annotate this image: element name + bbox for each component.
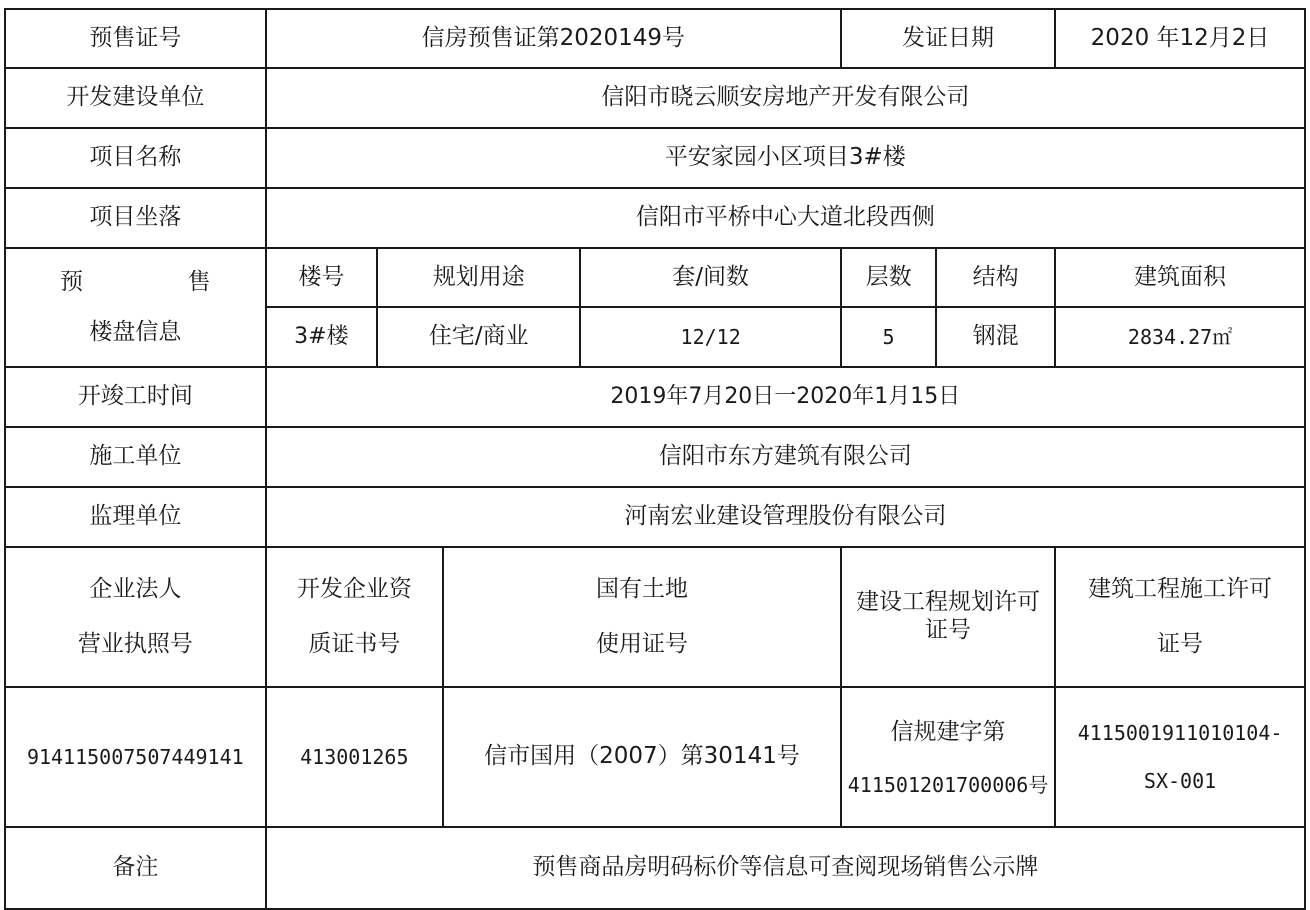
remarks-value: 预售商品房明码标价等信息可查阅现场销售公示牌	[266, 827, 1305, 909]
header-land-use-cert-line2: 使用证号	[595, 631, 688, 657]
contractor-value: 信阳市东方建筑有限公司	[266, 427, 1305, 487]
value-land-use-cert: 信市国用（2007）第30141号	[443, 687, 841, 827]
location-label: 项目坐落	[5, 188, 266, 248]
row-license-values	[5, 687, 1305, 827]
presale-info-label	[5, 248, 266, 367]
header-business-license-line1: 企业法人	[89, 575, 182, 602]
header-qualification-cert-line1: 开发企业资	[296, 575, 412, 602]
presale-label-part2: 售	[187, 268, 211, 295]
header-planned-use: 规划用途	[377, 248, 580, 307]
value-construction-permit-line1: 4115001911010104-	[1077, 721, 1283, 745]
remarks-label: 备注	[5, 827, 266, 909]
value-floor-area: 2834.27㎡	[1055, 307, 1305, 367]
presale-info-table	[4, 8, 1306, 910]
row-contractor	[5, 427, 1305, 487]
row-location	[5, 188, 1305, 248]
value-planning-permit-line2: 411501201700006号	[847, 772, 1049, 797]
value-planning-permit	[841, 687, 1055, 827]
row-certificate	[5, 9, 1305, 68]
presale-certificate-sheet	[4, 8, 1306, 908]
supervisor-value: 河南宏业建设管理股份有限公司	[266, 487, 1305, 547]
value-unit-count: 12/12	[580, 307, 841, 367]
header-floors: 层数	[841, 248, 936, 307]
project-name-value: 平安家园小区项目3#楼	[266, 128, 1305, 188]
construction-period-value: 2019年7月20日一2020年1月15日	[266, 367, 1305, 427]
header-business-license-line2: 营业执照号	[77, 631, 193, 657]
construction-period-label: 开竣工时间	[5, 367, 266, 427]
location-value: 信阳市平桥中心大道北段西侧	[266, 188, 1305, 248]
row-developer	[5, 68, 1305, 128]
cert-number-label: 预售证号	[5, 9, 266, 68]
header-unit-count: 套/间数	[580, 248, 841, 307]
project-name-label: 项目名称	[5, 128, 266, 188]
header-planning-permit: 建设工程规划许可证号	[841, 547, 1055, 687]
header-structure: 结构	[936, 248, 1055, 307]
contractor-label: 施工单位	[5, 427, 266, 487]
presale-label-part1: 预	[60, 268, 83, 295]
header-land-use-cert-line1: 国有土地	[595, 575, 688, 602]
header-floor-area: 建筑面积	[1055, 248, 1305, 307]
header-construction-permit-line2: 证号	[1157, 631, 1204, 657]
value-structure: 钢混	[936, 307, 1055, 367]
row-presale-headers	[5, 248, 1305, 307]
supervisor-label: 监理单位	[5, 487, 266, 547]
value-business-license: 914115007507449141	[5, 687, 266, 827]
header-land-use-cert	[443, 547, 841, 687]
presale-label-line2: 楼盘信息	[89, 318, 182, 345]
row-license-headers	[5, 547, 1305, 687]
value-qualification-cert: 413001265	[266, 687, 443, 827]
header-qualification-cert	[266, 547, 443, 687]
header-building-no: 楼号	[266, 248, 377, 307]
row-supervisor	[5, 487, 1305, 547]
header-construction-permit	[1055, 547, 1305, 687]
value-planning-permit-line1: 信规建字第	[890, 719, 1006, 746]
cert-number-value: 信房预售证第2020149号	[266, 9, 841, 68]
row-construction-period	[5, 367, 1305, 427]
developer-label: 开发建设单位	[5, 68, 266, 128]
header-qualification-cert-line2: 质证书号	[308, 631, 401, 657]
developer-value: 信阳市晓云顺安房地产开发有限公司	[266, 68, 1305, 128]
issue-date-label: 发证日期	[841, 9, 1055, 68]
value-planned-use: 住宅/商业	[377, 307, 580, 367]
issue-date-value: 2020 年12月2日	[1055, 9, 1305, 68]
value-building-no: 3#楼	[266, 307, 377, 367]
value-construction-permit	[1055, 687, 1305, 827]
header-business-license	[5, 547, 266, 687]
header-construction-permit-line1: 建筑工程施工许可	[1088, 575, 1273, 602]
value-construction-permit-line2: SX-001	[1143, 769, 1217, 793]
row-remarks	[5, 827, 1305, 909]
value-floors: 5	[841, 307, 936, 367]
row-project-name	[5, 128, 1305, 188]
